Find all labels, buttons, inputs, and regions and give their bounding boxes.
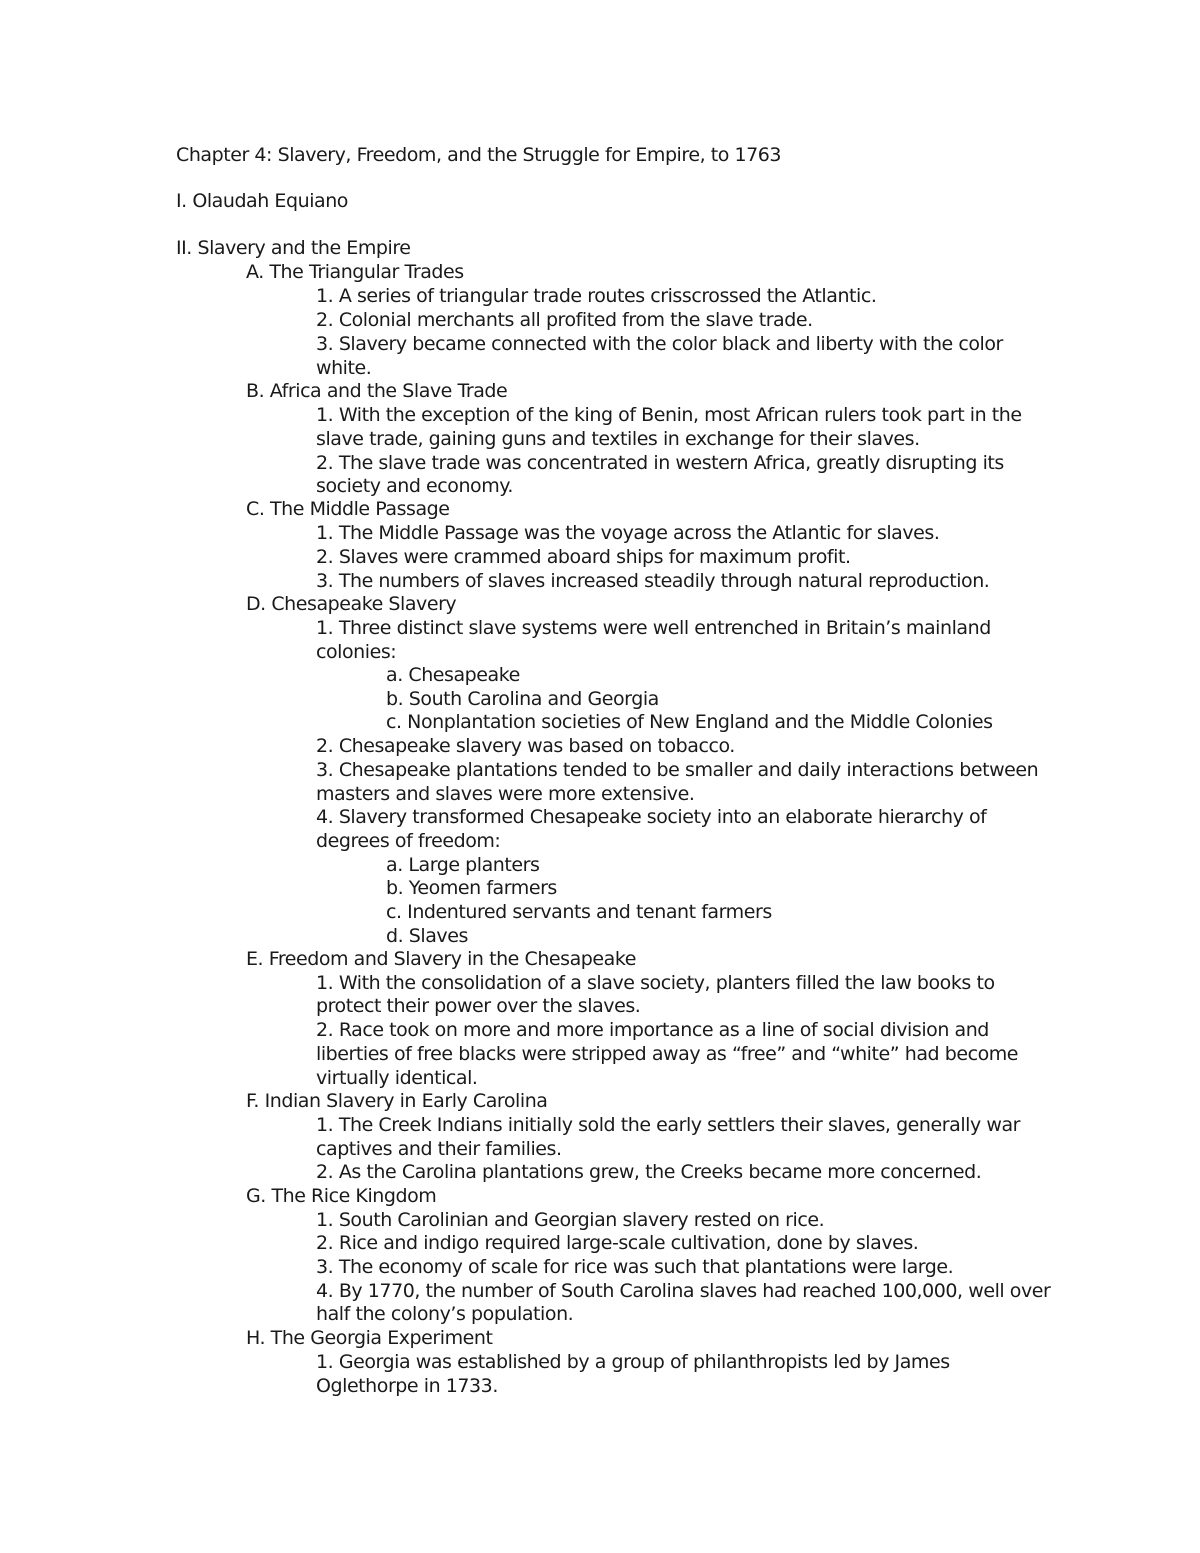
subsection-heading: D. Chesapeake Slavery <box>246 593 457 615</box>
outline-item: colonies: <box>316 641 397 663</box>
subsection-heading: H. The Georgia Experiment <box>246 1327 493 1349</box>
outline-item: 2. Slaves were crammed aboard ships for maximum profit. <box>316 546 851 568</box>
subsection-heading: C. The Middle Passage <box>246 498 450 520</box>
outline-item: half the colony’s population. <box>316 1303 574 1325</box>
outline-subitem: a. Large planters <box>386 854 540 876</box>
section-heading: II. Slavery and the Empire <box>176 237 411 259</box>
outline-item: Oglethorpe in 1733. <box>316 1375 498 1397</box>
outline-item: 4. By 1770, the number of South Carolina slaves had reached 100,000, well over <box>316 1280 1051 1302</box>
outline-item: 1. Three distinct slave systems were well entrenched in Britain’s mainland <box>316 617 991 639</box>
outline-subitem: c. Indentured servants and tenant farmers <box>386 901 772 923</box>
outline-subitem: d. Slaves <box>386 925 468 947</box>
outline-item: 2. As the Carolina plantations grew, the Creeks became more concerned. <box>316 1161 982 1183</box>
outline-item: 2. Colonial merchants all profited from the slave trade. <box>316 309 813 331</box>
outline-item: virtually identical. <box>316 1067 478 1089</box>
section-heading: I. Olaudah Equiano <box>176 190 348 212</box>
outline-item: 3. The economy of scale for rice was such that plantations were large. <box>316 1256 954 1278</box>
outline-item: captives and their families. <box>316 1138 562 1160</box>
page-title: Chapter 4: Slavery, Freedom, and the Struggle for Empire, to 1763 <box>176 144 782 166</box>
subsection-heading: E. Freedom and Slavery in the Chesapeake <box>246 948 636 970</box>
outline-item: slave trade, gaining guns and textiles in exchange for their slaves. <box>316 428 920 450</box>
outline-item: 3. The numbers of slaves increased steadily through natural reproduction. <box>316 570 990 592</box>
subsection-heading: G. The Rice Kingdom <box>246 1185 437 1207</box>
outline-subitem: b. South Carolina and Georgia <box>386 688 659 710</box>
outline-item: 3. Chesapeake plantations tended to be smaller and daily interactions between <box>316 759 1039 781</box>
outline-item: society and economy. <box>316 475 513 497</box>
outline-item: 4. Slavery transformed Chesapeake society into an elaborate hierarchy of <box>316 806 987 828</box>
subsection-heading: F. Indian Slavery in Early Carolina <box>246 1090 548 1112</box>
outline-item: 2. Race took on more and more importance as a line of social division and <box>316 1019 989 1041</box>
outline-item: masters and slaves were more extensive. <box>316 783 695 805</box>
outline-subitem: b. Yeomen farmers <box>386 877 557 899</box>
outline-subitem: c. Nonplantation societies of New England and the Middle Colonies <box>386 711 993 733</box>
outline-item: 1. The Middle Passage was the voyage across the Atlantic for slaves. <box>316 522 940 544</box>
outline-item: white. <box>316 357 372 379</box>
outline-item: 2. Chesapeake slavery was based on tobacco. <box>316 735 735 757</box>
outline-item: 1. With the exception of the king of Benin, most African rulers took part in the <box>316 404 1022 426</box>
outline-item: 2. The slave trade was concentrated in western Africa, greatly disrupting its <box>316 452 1004 474</box>
outline-item: 1. The Creek Indians initially sold the early settlers their slaves, generally war <box>316 1114 1020 1136</box>
outline-item: protect their power over the slaves. <box>316 995 641 1017</box>
outline-item: degrees of freedom: <box>316 830 501 852</box>
outline-item: 2. Rice and indigo required large-scale cultivation, done by slaves. <box>316 1232 919 1254</box>
outline-item: 3. Slavery became connected with the color black and liberty with the color <box>316 333 1003 355</box>
outline-subitem: a. Chesapeake <box>386 664 520 686</box>
subsection-heading: B. Africa and the Slave Trade <box>246 380 508 402</box>
outline-item: 1. With the consolidation of a slave society, planters filled the law books to <box>316 972 995 994</box>
outline-item: 1. South Carolinian and Georgian slavery rested on rice. <box>316 1209 825 1231</box>
subsection-heading: A. The Triangular Trades <box>246 261 464 283</box>
outline-item: 1. Georgia was established by a group of philanthropists led by James <box>316 1351 950 1373</box>
outline-item: liberties of free blacks were stripped away as “free” and “white” had become <box>316 1043 1019 1065</box>
outline-item: 1. A series of triangular trade routes crisscrossed the Atlantic. <box>316 285 877 307</box>
